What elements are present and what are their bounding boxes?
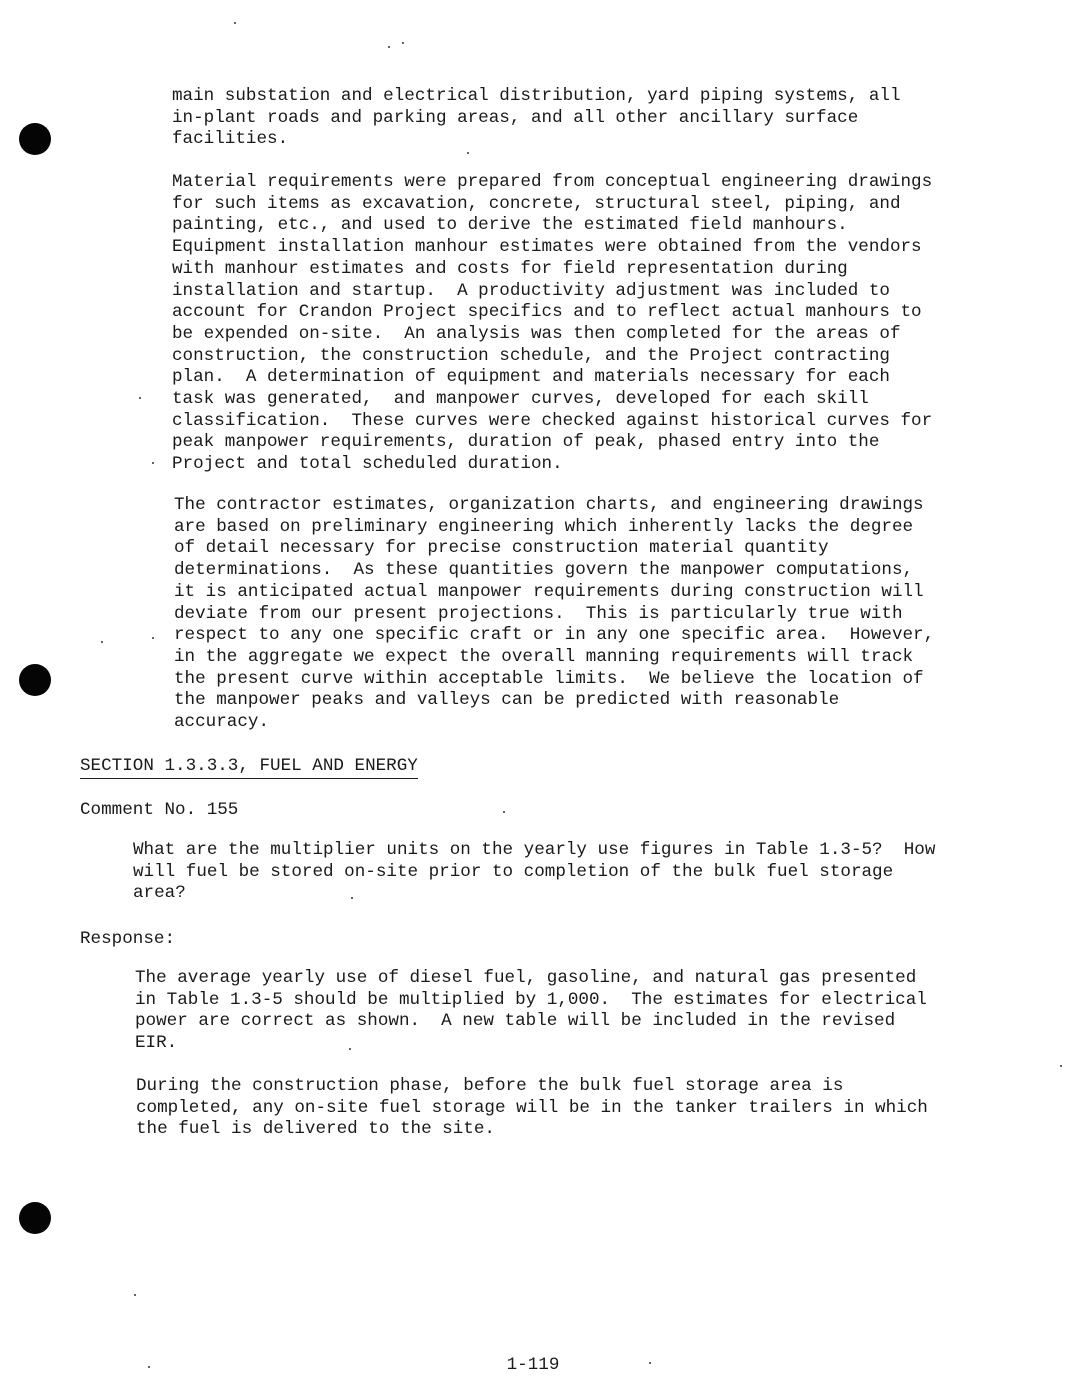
scan-speck [234, 22, 236, 24]
comment-question: What are the multiplier units on the yearly use figures in Table 1.3-5? How will fuel be stored on-site prior to completion of the bulk fuel storage area? [133, 840, 936, 904]
binder-hole-middle [19, 664, 51, 696]
scan-speck [467, 152, 469, 154]
material-requirements-paragraph: Material requirements were prepared from conceptual engineering drawings for such items as excavation, concrete, structural steel, piping, and painting, etc., and used to derive the estimated field manhours. Equipment installation manhour estimates were obtained from the vendors with manhour estimates and costs for field representation during installation and startup. A productivity adjustment was included to account for Crandon Project specifics and to reflect actual manhours to be expended on-site. An analysis was then completed for the areas of construction, the construction schedule, and the Project contracting plan. A determination of equipment and materials necessary for each task was generated, and manpower curves, developed for each skill classification. These curves were checked against historical curves for peak manpower requirements, duration of peak, phased entry into the Project and total scheduled duration. [172, 172, 933, 475]
scan-speck [402, 42, 404, 44]
scan-speck [503, 811, 505, 813]
scan-speck [101, 641, 103, 643]
scan-speck [1060, 1065, 1062, 1067]
binder-hole-bottom [19, 1202, 51, 1234]
response-paragraph-2: During the construction phase, before the bulk fuel storage area is completed, any on-site fuel storage will be in the tanker trailers in which the fuel is delivered to the site. [136, 1076, 928, 1140]
section-heading: SECTION 1.3.3.3, FUEL AND ENERGY [80, 755, 418, 779]
scan-speck [388, 46, 390, 48]
scan-speck [139, 397, 141, 399]
response-paragraph-1: The average yearly use of diesel fuel, gasoline, and natural gas presented in Table 1.3-5 should be multiplied by 1,000. The estimates for electrical power are correct as shown. A new table will be included in the revised EIR. [135, 968, 927, 1054]
comment-number-label: Comment No. 155 [80, 800, 239, 820]
intro-paragraph: main substation and electrical distribution, yard piping systems, all in-plant roads and parking areas, and all other ancillary surface facilities. [172, 86, 901, 150]
response-label: Response: [80, 929, 176, 949]
contractor-estimates-paragraph: The contractor estimates, organization charts, and engineering drawings are based on preliminary engineering which inherently lacks the degree of detail necessary for precise construction material quantity determinations. As these quantities govern the manpower computations, it is anticipated actual manpower requirements during construction will deviate from our present projections. This is particularly true with respect to any one specific craft or in any one specific area. However, in the aggregate we expect the overall manning requirements will track the present curve within acceptable limits. We believe the location of the manpower peaks and valleys can be predicted with reasonable accuracy. [174, 495, 935, 733]
binder-hole-top [19, 123, 51, 155]
scan-speck [134, 1294, 136, 1296]
page-number: 1-119 [506, 1355, 560, 1375]
scan-speck [152, 637, 154, 639]
scan-speck [152, 462, 154, 464]
